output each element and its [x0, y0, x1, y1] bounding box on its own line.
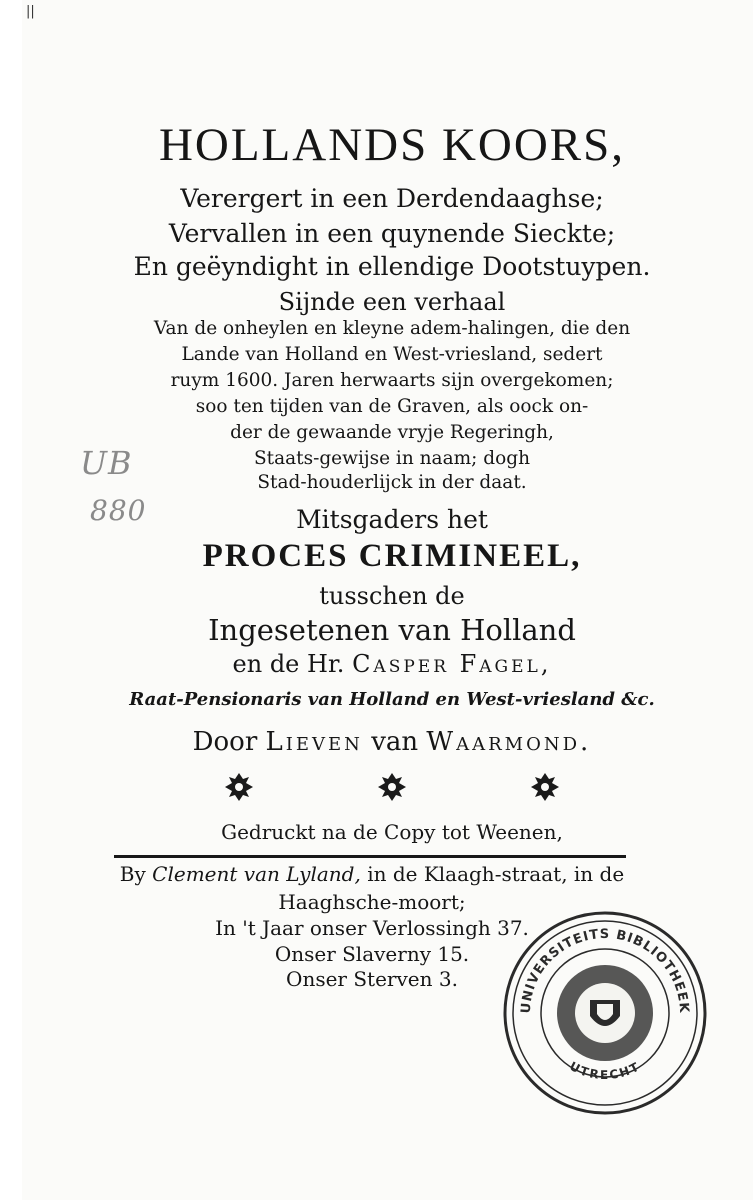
handwritten-shelfmark-line2: 880: [90, 494, 147, 527]
subtitle-line: Verergert in een Derdendaaghse;: [180, 184, 604, 213]
raat-pensionaris-line: Raat-Pensionaris van Holland en West-vriesland &c.: [129, 689, 655, 710]
title-page: [22, 0, 753, 1200]
mitsgaders-line: Mitsgaders het: [296, 505, 488, 534]
description-line: Staats-gewijse in naam; dogh: [253, 448, 531, 469]
fagel-name: Casper Fagel,: [352, 650, 552, 678]
fleuron-icon: [222, 770, 256, 804]
imprint-line: [62, 862, 682, 886]
imprint-line: Onser Sterven 3.: [286, 967, 458, 991]
description-line: soo ten tijden van de Graven, als oock on-: [195, 396, 589, 417]
author-firstname: Lieven: [265, 727, 363, 757]
author-prefix: Door: [192, 727, 258, 757]
library-stamp: [500, 908, 710, 1118]
fagel-prefix: en de Hr.: [232, 650, 345, 678]
sunburst-emblem: [557, 965, 653, 1061]
description-line: der de gewaande vryje Regeringh,: [230, 422, 554, 443]
description-line: Van de onheylen en kleyne adem-halingen, die den: [153, 318, 631, 339]
description-line: Lande van Holland en West-vriesland, sedert: [181, 344, 603, 365]
description-line: Stad-houderlijck in der daat.: [257, 472, 527, 493]
imprint-line: Onser Slaverny 15.: [274, 942, 470, 966]
ingesetenen-line: Ingesetenen van Holland: [208, 613, 576, 647]
fleuron-icon: [528, 770, 562, 804]
imprint-line: In 't Jaar onser Verlossingh 37.: [215, 916, 529, 940]
fleuron-icon: [375, 770, 409, 804]
ornament-row: [222, 770, 562, 804]
printed-after-line: Gedruckt na de Copy tot Weenen,: [221, 820, 563, 844]
author-mid: van: [371, 727, 419, 757]
fagel-line: [82, 650, 702, 678]
divider-rule: [114, 855, 626, 858]
description-line: ruym 1600. Jaren herwaarts sijn overgekomen;: [170, 370, 614, 391]
margin-mark: ||: [26, 4, 35, 19]
proces-heading: PROCES CRIMINEEL,: [202, 538, 582, 574]
imprint-printer: Clement van Lyland,: [152, 862, 361, 886]
imprint-by: By: [119, 862, 146, 886]
author-line: [82, 727, 702, 757]
tusschen-line: tusschen de: [319, 582, 465, 610]
book-title: HOLLANDS KOORS,: [158, 119, 626, 171]
imprint-address: in de Klaagh-straat, in de: [367, 862, 625, 886]
svg-text:UTRECHT: [567, 1059, 643, 1082]
handwritten-shelfmark-line1: UB: [80, 444, 133, 482]
subtitle-line: Vervallen in een quynende Sieckte;: [168, 219, 616, 248]
imprint-line: Haaghsche-moort;: [278, 890, 466, 914]
stamp-top-text: UNIVERSITEITS BIBLIOTHEEK: [518, 926, 692, 1014]
stamp-bottom-text: UTRECHT: [567, 1058, 643, 1083]
sijnde-heading: Sijnde een verhaal: [278, 288, 506, 316]
author-surname: Waarmond.: [426, 727, 592, 757]
subtitle-line: En geëyndight in ellendige Dootstuypen.: [133, 252, 651, 281]
